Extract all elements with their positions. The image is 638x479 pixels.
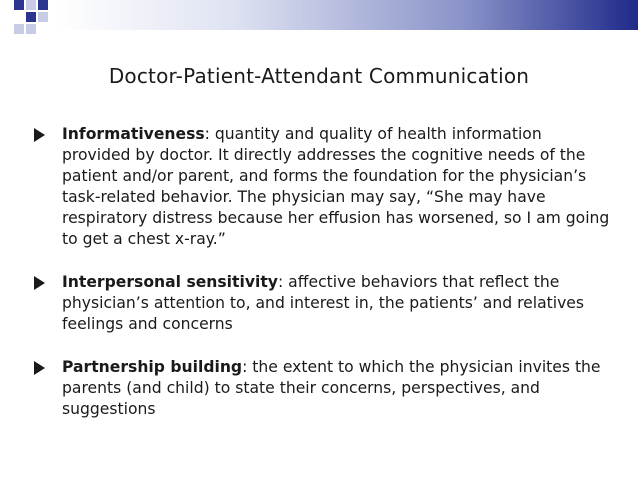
bullet-arrow-icon bbox=[34, 357, 62, 382]
deco-square bbox=[14, 24, 24, 34]
deco-square bbox=[26, 24, 36, 34]
bullet-description: : the extent to which the physician invites the parents (and child) to state their concerns, perspectives, and suggestions bbox=[62, 358, 601, 418]
bullet-text bbox=[62, 124, 614, 250]
bullet-text bbox=[62, 357, 614, 420]
bullet-item bbox=[34, 124, 614, 250]
bullet-term: Partnership building bbox=[62, 358, 243, 376]
bullet-description: : quantity and quality of health information provided by doctor. It directly addresses the cognitive needs of the patient and/or parent, and forms the foundation for the physician’s task-related behavior. The physician may say, “She may have respiratory distress because her effusion has worsened, so I am going to get a chest x-ray.” bbox=[62, 125, 610, 248]
slide-title: Doctor-Patient-Attendant Communication bbox=[108, 64, 530, 88]
bullet-term: Interpersonal sensitivity bbox=[62, 273, 278, 291]
deco-square bbox=[26, 0, 36, 10]
deco-square bbox=[38, 12, 48, 22]
deco-square bbox=[38, 0, 48, 10]
bullet-text bbox=[62, 272, 614, 335]
header-gradient-bar bbox=[57, 0, 638, 30]
bullet-term: Informativeness bbox=[62, 125, 205, 143]
deco-square bbox=[14, 0, 24, 10]
bullet-arrow-icon bbox=[34, 272, 62, 297]
bullet-description: : affective behaviors that reflect the physician’s attention to, and interest in, the patients’ and relatives feelings and concerns bbox=[62, 273, 585, 333]
bullet-item bbox=[34, 272, 614, 335]
deco-square bbox=[26, 12, 36, 22]
bullet-list bbox=[34, 124, 614, 442]
bullet-item bbox=[34, 357, 614, 420]
bullet-arrow-icon bbox=[34, 124, 62, 149]
header-decoration bbox=[0, 0, 638, 40]
